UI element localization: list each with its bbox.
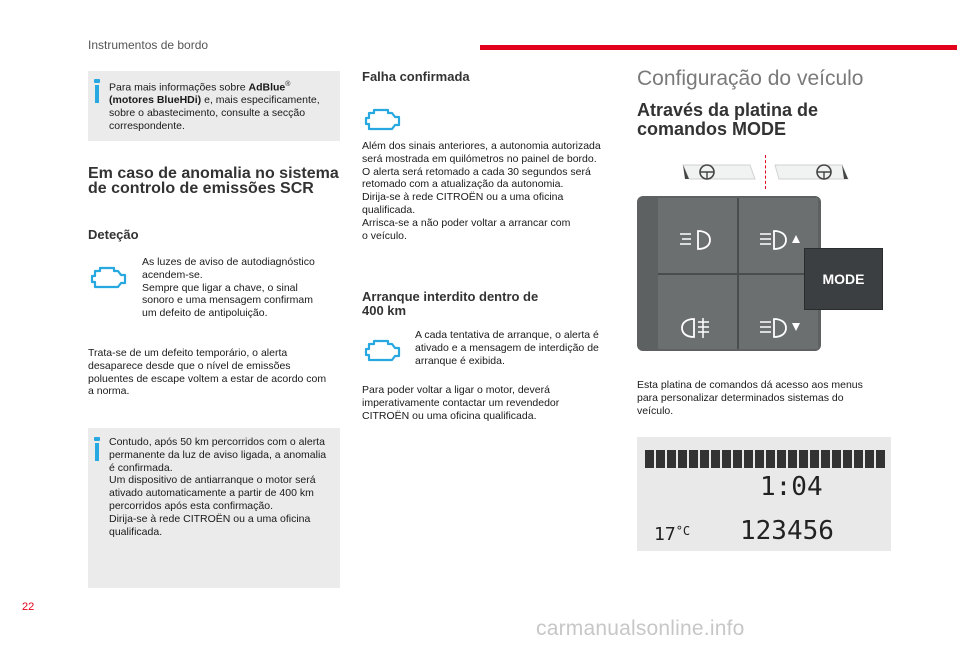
detection-text: As luzes de aviso de autodiagnóstico acendem-se. Sempre que ligar a chave, o sinal sonoro e uma mensagem confirmam um defeito de antipoluição. [142, 256, 315, 320]
section-title: Configuração do veículo [637, 67, 864, 90]
info-icon [94, 79, 100, 103]
confirmed-failure-text: Além dos sinais anteriores, a autonomia autorizada será mostrada em quilómetros no painel de bordo. O alerta será retomado a cada 30 segundos será retomado com a atualização da autonomia. Dirija-se à rede CITROËN ou a uma oficina qualificada. Arrisca-se a não poder voltar a arrancar com o veículo. [362, 140, 601, 242]
rear-fog-light-icon[interactable] [676, 225, 716, 255]
lcd-matrix-row [645, 450, 885, 468]
engine-warning-icon [362, 104, 402, 134]
engine-warning-icon [88, 262, 128, 292]
info-confirmed-text: Contudo, após 50 km percorridos com o alerta permanente da luz de aviso ligada, a anomalia é confirmada. Um dispositivo de antiarranque o motor será ativado automaticamente a partir de 400 km percorridos após esta confirmação. Dirija-se à rede CITROËN ou a uma oficina qualificada. [109, 436, 327, 538]
steering-wheel-icon [675, 153, 765, 193]
lcd-clock: 1:04 [760, 472, 823, 502]
contact-dealer-text: Para poder voltar a ligar o motor, deverá imperativamente contactar um revendedor CITROËN ou uma oficina qualificada. [362, 384, 560, 422]
start-prohibited-text: A cada tentativa de arranque, o alerta é ativado e a mensagem de interdição de arranque é exibida. [415, 329, 599, 367]
front-fog-light-icon[interactable] [676, 313, 716, 343]
subheading-detecao: Deteção [88, 227, 139, 242]
info-icon [94, 437, 100, 461]
lcd-odometer: 123456 [740, 516, 834, 546]
section-heading-scr: Em caso de anomalia no sistema de controlo de emissões SCR [88, 165, 339, 197]
subsection-heading-mode: Através da platina de comandos MODE [637, 100, 819, 139]
page-number: 22 [22, 601, 35, 613]
steering-wheel-icon [770, 153, 860, 193]
mode-button[interactable]: MODE [804, 248, 883, 310]
header-accent-bar [480, 45, 957, 50]
info-adblue-text: Para mais informações sobre AdBlue® (motores BlueHDi) e, mais especificamente, sobre o abastecimento, consulte a secção correspondente. [109, 81, 320, 132]
divider-dashed [765, 155, 766, 189]
mode-description-text: Esta platina de comandos dá acesso aos menus para personalizar determinados sistemas do veículo. [637, 379, 863, 417]
running-header: Instrumentos de bordo [88, 38, 209, 52]
heading-falha-confirmada: Falha confirmada [362, 69, 470, 84]
watermark-text: carmanualsonline.info [536, 617, 745, 640]
headlight-up-icon[interactable] [756, 225, 802, 255]
temporary-fault-text: Trata-se de um defeito temporário, o alerta desaparece desde que o nível de emissões poluentes de escape voltem a estar de acordo com a norma. [88, 347, 327, 398]
heading-arranque-interdito: Arranque interdito dentro de 400 km [362, 289, 539, 318]
lcd-outside-temp: $17^{^\circ C}$ [654, 524, 691, 545]
headlight-down-icon[interactable] [756, 313, 802, 343]
engine-warning-icon [362, 335, 402, 365]
